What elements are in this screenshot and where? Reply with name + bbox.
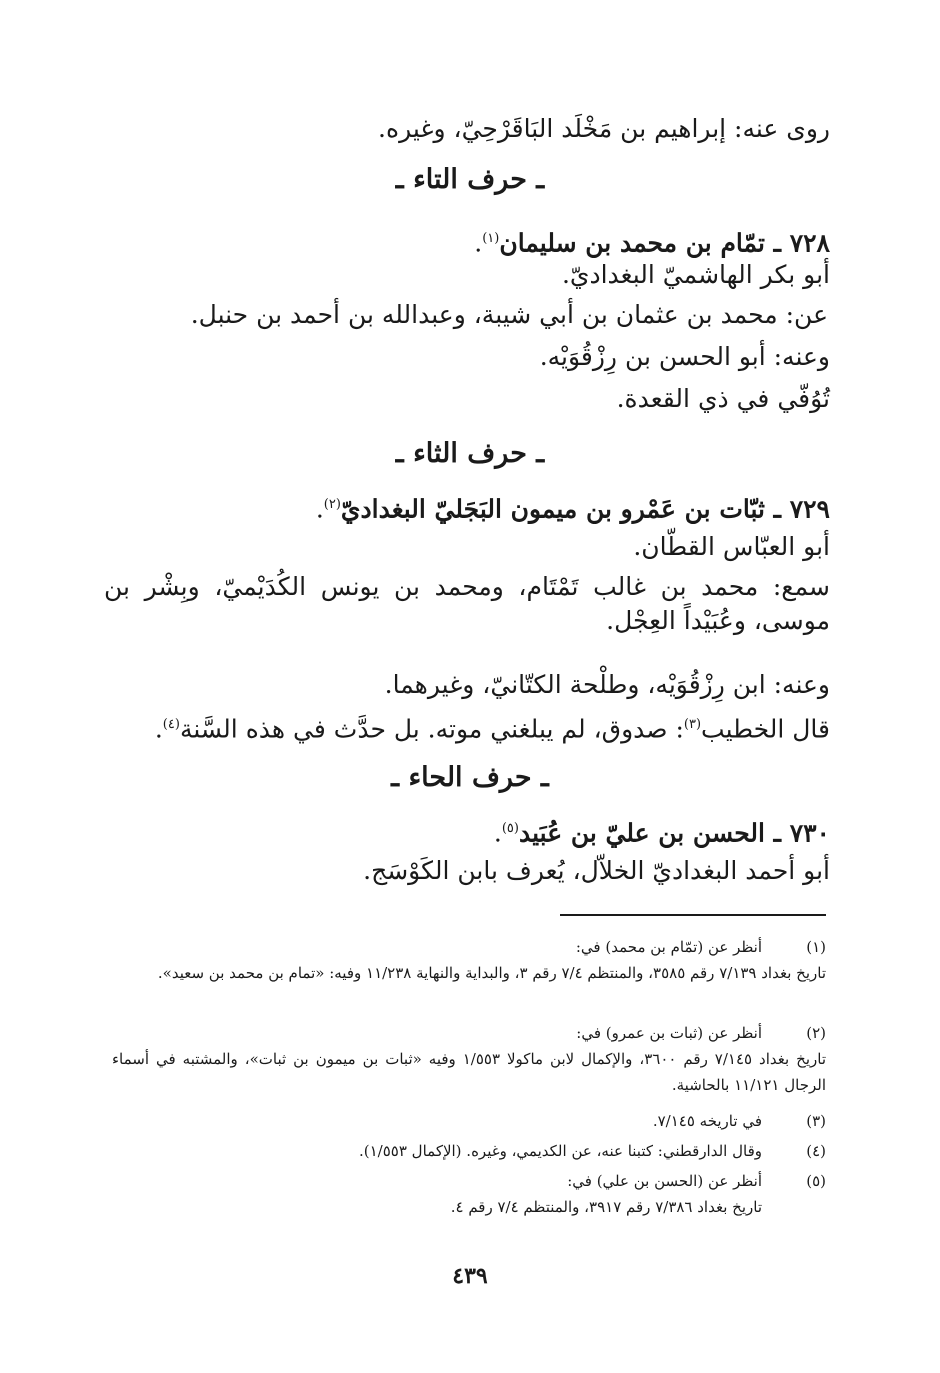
section-heading: ـ حرف التاء ـ [395,164,545,195]
footnote-number: (١) [806,938,826,956]
text-line: عن: محمد بن عثمان بن أبي شيبة، وعبدالله بن أحمد بن حنبل. [190,300,828,329]
footnote-text: تاريخ بغداد ٧/١٣٩ رقم ٣٥٨٥، والمنتظم ٧/٤ رقم ٣، والبداية والنهاية ١١/٢٣٨ وفيه: «تمام بن محمد بن سعيد». [157,964,826,982]
punctuation: . [315,494,324,524]
text-line [155,708,830,746]
footnote-text: تاريخ بغداد ٧/١٤٥ رقم ٣٦٠٠، والإكمال لابن ماكولا ١/٥٥٣ وفيه «ثبات بن ميمون بن ثبات»، والمشتبه في أسماء الرجال ١١/١٢١ بالحاشية. [112,1050,827,1094]
punctuation: . [493,818,502,848]
text-line: تُوُفّي في ذي القعدة. [616,384,830,413]
text-line: أبو العبّاس القطّان. [633,532,830,561]
text-line: أبو أحمد البغداديّ الخلاّل، يُعرف بابن الكَوْسَج. [363,856,830,885]
section-heading: ـ حرف الحاء ـ [391,762,549,793]
footnote-text: أنظر عن (ثبات بن عمرو) في: [576,1024,762,1042]
text-line: وعنه: أبو الحسن بن رِزْقُوَيْه. [539,342,830,371]
footnote-ref: (٤) [162,717,180,732]
footnote-text: وقال الدارقطني: كتبنا عنه، عن الكديمي، وغيره. (الإكمال ١/٥٥٣). [359,1142,762,1160]
footnote-number: (٣) [806,1112,826,1130]
punctuation: . [474,228,483,258]
section-heading: ـ حرف الثاء ـ [395,438,545,469]
footnote-divider [560,914,826,916]
footnote [112,934,826,986]
text-paragraph: سمع: محمد بن غالب تَمْتَام، ومحمد بن يونس الكُدَيْميّ، وبِشْر بن موسى، وعُبَيْداً العِجْل. [104,572,830,635]
entry-heading [316,488,830,526]
footnote-ref: (٥) [501,821,519,836]
footnote-text: في تاريخه ٧/١٤٥. [652,1112,762,1130]
entry-title: ٧٢٨ ـ تمّام بن محمد بن سليمان [499,228,830,258]
line-text: قال الخطيب [701,714,830,744]
punctuation: . [154,714,163,744]
text-line [378,112,830,146]
footnote [112,1168,826,1220]
footnote [112,1020,826,1098]
footnote [112,1138,826,1164]
footnote-ref: (٣) [683,717,702,732]
footnote-ref: (١) [482,231,500,246]
footnote-number: (٢) [806,1024,826,1042]
footnote [112,1108,826,1134]
entry-heading [494,812,830,850]
text-line: وعنه: ابن رِزْقُوَيْه، وطلْحة الكتّانيّ، وغيرهما. [384,670,830,699]
line-text: روى عنه: إبراهيم بن مَخْلَد البَاقَرْحِيّ، وغيره. [378,114,830,143]
footnote-text: تاريخ بغداد ٧/٣٨٦ رقم ٣٩١٧، والمنتظم ٧/٤ رقم ٤. [450,1198,762,1216]
entry-title: ٧٢٩ ـ ثبّات بن عَمْرو بن ميمون البَجَليّ البغداديّ [340,494,830,524]
text-line: أبو بكر الهاشميّ البغداديّ. [561,260,830,289]
footnote-number: (٤) [806,1142,826,1160]
footnote-text: أنظر عن (تمّام بن محمد) في: [575,938,762,956]
footnote-number: (٥) [806,1172,826,1190]
page-number: ٤٣٩ [452,1263,488,1289]
entry-heading [474,222,830,260]
line-text: : صدوق، لم يبلغني موته. بل حدَّث في هذه السَّنة [179,714,684,744]
footnote-text: أنظر عن (الحسن بن علي) في: [567,1172,762,1190]
entry-title: ٧٣٠ ـ الحسن بن عليّ بن عُبَيد [518,818,830,848]
footnote-ref: (٢) [323,497,341,512]
